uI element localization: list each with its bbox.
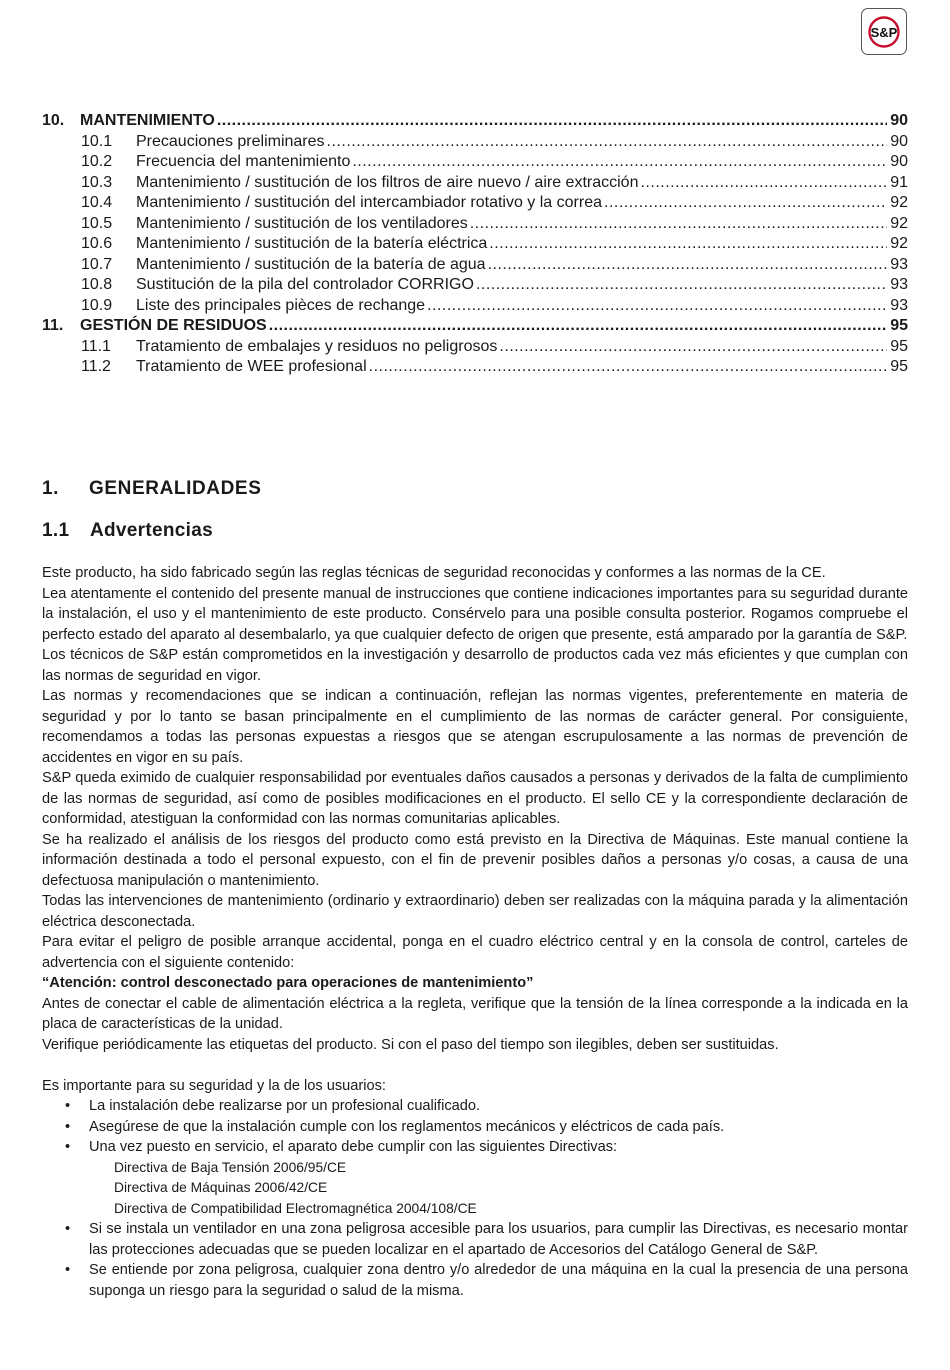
toc-leader [352, 153, 887, 171]
toc-number: 11. [42, 317, 64, 334]
subsection-number: 1.1 [42, 520, 70, 541]
bullet-icon: • [65, 1139, 71, 1155]
toc-entry[interactable] [42, 276, 908, 297]
list-item [42, 1137, 908, 1219]
toc-leader [470, 215, 887, 233]
directive-item: Directiva de Compatibilidad Electromagnética 2004/108/CE [114, 1200, 477, 1216]
list-item [42, 1096, 908, 1117]
paragraph: Verifique periódicamente las etiquetas del producto. Si con el paso del tiempo son ilegibles, deben ser sustituidas. [42, 1036, 779, 1053]
toc-leader [476, 276, 887, 294]
spacer [42, 1055, 908, 1076]
logo-mark [865, 13, 903, 51]
toc-entry[interactable] [42, 317, 908, 338]
toc-number: 10.2 [81, 153, 113, 170]
toc-entry[interactable] [42, 174, 908, 195]
toc-number: 10.5 [81, 214, 113, 232]
toc-page-number: 93 [890, 276, 908, 293]
toc-page-number: 95 [890, 317, 908, 334]
toc-title: Precauciones preliminares [136, 132, 325, 150]
toc-leader [427, 297, 887, 315]
toc-page-number: 92 [890, 235, 908, 252]
toc-number: 11.1 [81, 337, 111, 355]
list-item-text: Se entiende por zona peligrosa, cualquier zona dentro y/o alrededor de una máquina en la cual la presencia de una persona suponga un riesgo para la seguridad o salud de la misma. [89, 1262, 908, 1299]
section-title: GENERALIDADES [89, 478, 262, 499]
list-item [42, 1260, 908, 1301]
toc-leader [489, 235, 887, 253]
toc-title: Liste des principales pièces de rechange [136, 296, 426, 314]
bullet-icon: • [65, 1262, 71, 1278]
toc-number: 10. [42, 112, 65, 129]
paragraph: Este producto, ha sido fabricado según las reglas técnicas de seguridad reconocidas y conformes a las normas de la CE. [42, 565, 826, 581]
toc-title: Frecuencia del mantenimiento [136, 153, 351, 170]
paragraph: Para evitar el peligro de posible arranque accidental, ponga en el cuadro eléctrico central y en la consola de control, carteles de advertencia con el siguiente contenido: [42, 934, 908, 971]
paragraph: Antes de conectar el cable de alimentación eléctrica a la regleta, verifique que la tensión de la línea corresponde a la indicada en la placa de características de la unidad. [42, 995, 908, 1032]
toc-number: 10.7 [81, 255, 113, 273]
list-item-text: Una vez puesto en servicio, el aparato debe cumplir con las siguientes Directivas: [89, 1139, 618, 1155]
toc-entry[interactable] [42, 133, 908, 154]
toc-number: 10.8 [81, 276, 113, 293]
subsection-heading [42, 520, 213, 542]
toc-title: Sustitución de la pila del controlador CORRIGO [136, 276, 474, 293]
toc-entry[interactable] [42, 358, 908, 379]
toc-number: 10.3 [81, 173, 113, 191]
bullet-icon: • [65, 1118, 71, 1135]
toc-page-number: 91 [890, 173, 908, 191]
subsection-title: Advertencias [90, 520, 213, 541]
toc-number: 11.2 [81, 358, 111, 375]
paragraph: S&P queda eximido de cualquier responsabilidad por eventuales daños causados a personas y derivados de la falta de cumplimiento de las normas de seguridad, así como de posibles modificaciones en el producto. El sello CE y la correspondiente declaración de conformidad, atestiguan la conformidad con las normas comunitarias aplicables. [42, 770, 908, 827]
toc-leader [269, 317, 888, 335]
toc-entry[interactable] [42, 338, 908, 359]
toc-leader [604, 194, 887, 212]
toc-page-number: 90 [890, 153, 908, 170]
toc-leader [640, 174, 887, 192]
toc-entry[interactable] [42, 153, 908, 174]
toc-leader [499, 338, 887, 356]
toc-title: GESTIÓN DE RESIDUOS [80, 317, 267, 334]
table-of-contents [42, 112, 908, 379]
toc-leader [217, 112, 887, 130]
paragraph: Se ha realizado el análisis de los riesgos del producto como está previsto en la Directiva de Máquinas. Este manual contiene la información destinada a todo el personal expuesto, con el fin de prevenir posibles daños a personas y/o cosas, a causa de una defectuosa manipulación o mantenimiento. [42, 831, 908, 889]
toc-title: Mantenimiento / sustitución de la batería de agua [136, 255, 486, 273]
list-item-text: Si se instala un ventilador en una zona peligrosa accesible para los usuarios, para cumplir las Directivas, es necesario montar las protecciones adecuadas que se pueden localizar en el apartado de Accesorios del Catálogo General de S&P. [89, 1221, 908, 1258]
toc-leader [327, 133, 888, 151]
toc-title: Mantenimiento / sustitución de los filtros de aire nuevo / aire extracción [136, 173, 639, 191]
toc-page-number: 93 [890, 255, 908, 273]
paragraph: Los técnicos de S&P están comprometidos en la investigación y desarrollo de productos cada vez más eficientes y que cumplan con las normas de seguridad en vigor. [42, 647, 908, 684]
toc-page-number: 90 [890, 112, 908, 129]
toc-title: Tratamiento de embalajes y residuos no peligrosos [136, 337, 498, 355]
toc-entry[interactable] [42, 297, 908, 318]
list-item-text: Asegúrese de que la instalación cumple con los reglamentos mecánicos y eléctricos de cada país. [89, 1118, 725, 1135]
toc-page-number: 95 [890, 358, 908, 375]
company-logo [861, 8, 907, 55]
section-number: 1. [42, 478, 60, 499]
toc-title: Mantenimiento / sustitución de la batería eléctrica [136, 235, 488, 252]
logo-text: S&P [870, 24, 898, 40]
toc-title: Tratamiento de WEE profesional [136, 358, 367, 375]
bullet-icon: • [65, 1098, 71, 1114]
toc-number: 10.4 [81, 194, 113, 211]
toc-entry[interactable] [42, 256, 908, 277]
toc-entry[interactable] [42, 112, 908, 133]
toc-title: Mantenimiento / sustitución del intercambiador rotativo y la correa [136, 194, 602, 211]
section-body [42, 563, 908, 1301]
toc-number: 10.9 [81, 296, 113, 314]
toc-page-number: 92 [890, 194, 908, 211]
toc-number: 10.6 [81, 235, 113, 252]
toc-leader [369, 358, 888, 376]
directive-item: Directiva de Baja Tensión 2006/95/CE [114, 1159, 347, 1175]
paragraph: Las normas y recomendaciones que se indican a continuación, reflejan las normas vigentes, preferentemente en materia de seguridad y por lo tanto se basan principalmente en el cumplimiento de las normas de carácter general. Por consiguiente, recomendamos a todas las personas expuestas a riesgos que se atengan escrupulosamente a las normas de prevención de accidentes en vigor en su país. [42, 688, 908, 766]
toc-number: 10.1 [81, 132, 113, 150]
section-heading [42, 478, 261, 500]
warning-sign-text: “Atención: control desconectado para operaciones de mantenimiento” [42, 975, 534, 991]
directive-item: Directiva de Máquinas 2006/42/CE [114, 1180, 328, 1195]
toc-entry[interactable] [42, 194, 908, 215]
list-item-text: La instalación debe realizarse por un profesional cualificado. [89, 1098, 481, 1114]
toc-title: Mantenimiento / sustitución de los ventiladores [136, 214, 468, 232]
toc-page-number: 92 [890, 214, 908, 232]
list-intro: Es importante para su seguridad y la de los usuarios: [42, 1077, 386, 1094]
toc-page-number: 93 [890, 296, 908, 314]
paragraph: Todas las intervenciones de mantenimiento (ordinario y extraordinario) deben ser realizadas con la máquina parada y la alimentación eléctrica desconectada. [42, 893, 908, 930]
toc-page-number: 95 [890, 337, 908, 355]
bullet-icon: • [65, 1221, 71, 1237]
toc-entry[interactable] [42, 215, 908, 236]
toc-entry[interactable] [42, 235, 908, 256]
list-item [42, 1117, 908, 1138]
safety-list [42, 1096, 908, 1301]
toc-title: MANTENIMIENTO [80, 112, 215, 129]
toc-leader [488, 256, 888, 274]
toc-page-number: 90 [890, 132, 908, 150]
list-item [42, 1219, 908, 1260]
paragraph: Lea atentamente el contenido del presente manual de instrucciones que contiene indicaciones importantes para su seguridad durante la instalación, el uso y el mantenimiento de este producto. Consérvelo para una posible consulta posterior. Rogamos compruebe el perfecto estado del aparato al desembalarlo, ya que cualquier defecto de origen que presente, está amparado por la garantía de S&P. [42, 585, 908, 643]
